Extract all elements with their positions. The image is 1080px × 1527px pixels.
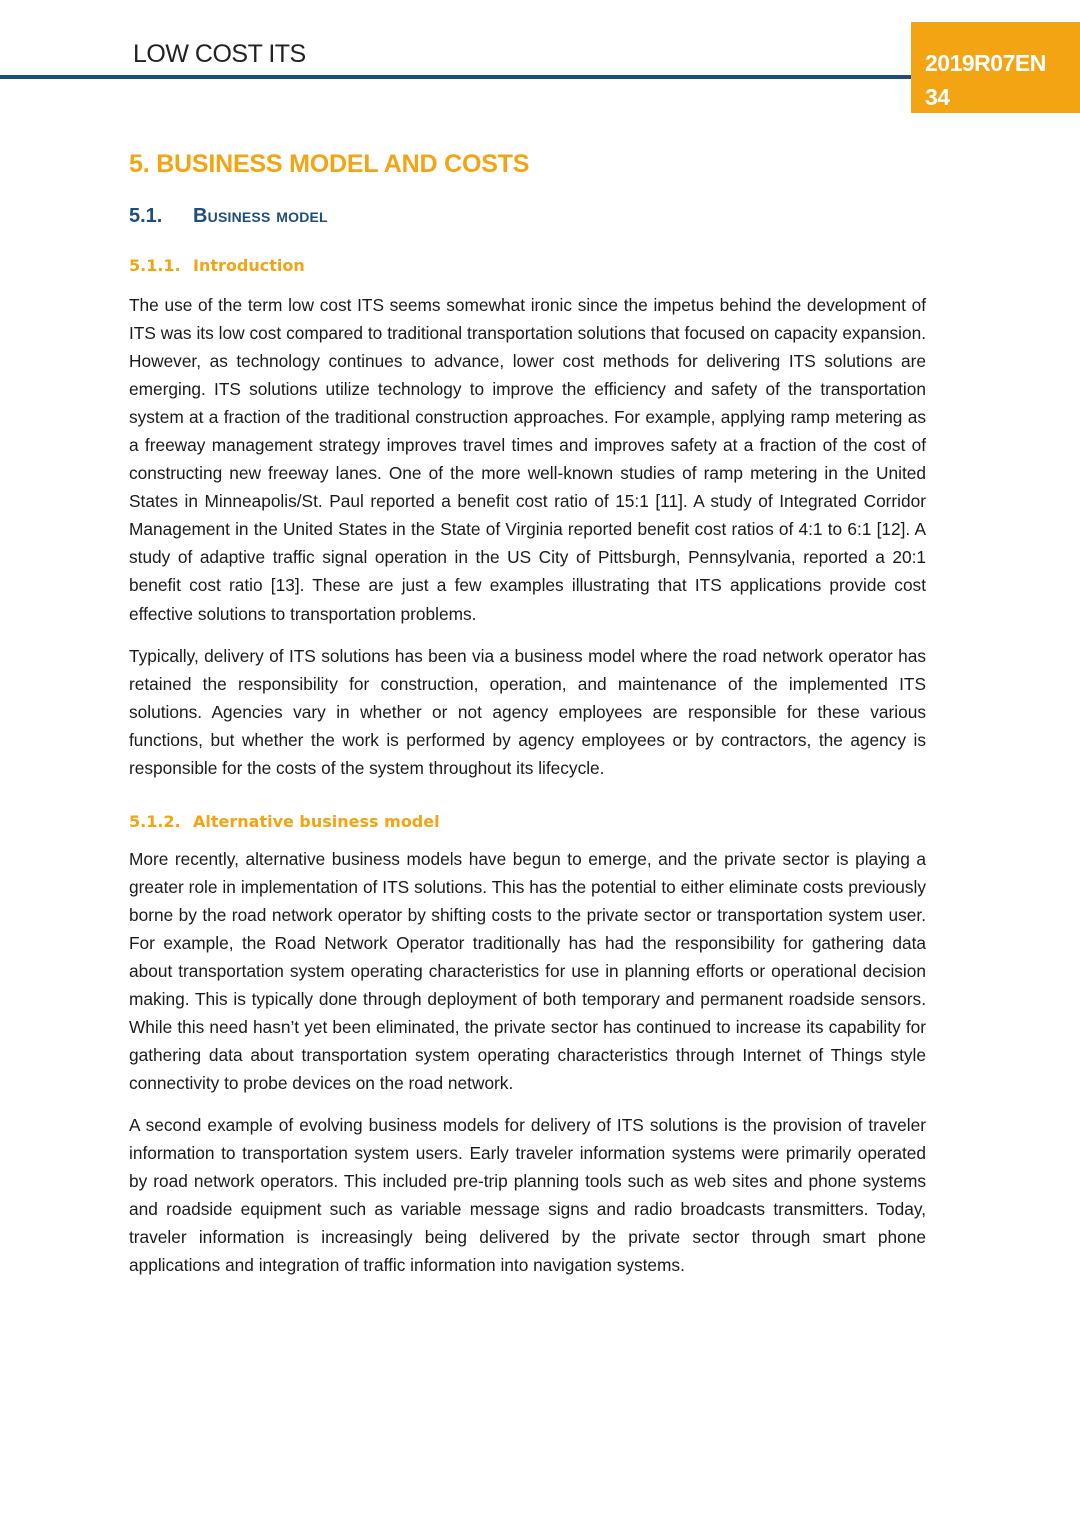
paragraph: More recently, alternative business models have begun to emerge, and the private sector is playing a greater role in implementation of ITS solutions. This has the potential to either eliminate costs previously borne by the road network operator by shifting costs to the private sector or transportation system user. For example, the Road Network Operator traditionally has had the responsibility for gathering data about transportation system operating characteristics for use in planning efforts or operational decision making. This is typically done through deployment of both temporary and permanent roadside sensors. While this need hasn’t yet been eliminated, the private sector has continued to increase its capability for gathering data about transportation system operating characteristics through Internet of Things style connectivity to probe devices on the road network. — [129, 848, 926, 1094]
alternative-model-number: 5.1.2. — [129, 811, 181, 831]
header-badge — [911, 22, 1080, 113]
page-number: 34 — [925, 84, 950, 110]
header-divider — [0, 75, 911, 79]
introduction-heading — [129, 256, 926, 275]
section-title: BUSINESS MODEL AND COSTS — [156, 150, 530, 178]
alternative-model-title: Alternative business model — [193, 811, 440, 831]
alternative-model-heading — [129, 812, 926, 831]
paragraph: A second example of evolving business models for delivery of ITS solutions is the provision of traveler information to transportation system users. Early traveler information systems were primarily operated by road network operators. This included pre-trip planning tools such as web sites and phone systems and roadside equipment such as variable message signs and radio broadcasts transmitters. Today, traveler information is increasingly being delivered by the private sector through smart phone applications and integration of traffic information into navigation systems. — [129, 1115, 926, 1276]
document-body — [129, 150, 926, 1280]
running-header-title: LOW COST ITS — [133, 40, 306, 68]
section-number: 5. — [129, 150, 150, 178]
section-heading — [129, 150, 926, 179]
subsection-heading — [129, 205, 926, 228]
subsection-number: 5.1. — [129, 205, 163, 227]
paragraph: Typically, delivery of ITS solutions has been via a business model where the road network operator has retained the responsibility for construction, operation, and maintenance of the implemented ITS solutions. Agencies vary in whether or not agency employees are responsible for these various functions, but whether the work is performed by agency employees or by contractors, the agency is responsible for the costs of the system throughout its lifecycle. — [129, 645, 926, 778]
subsection-title: Business model — [193, 205, 328, 227]
introduction-number: 5.1.1. — [129, 256, 181, 275]
report-code: 2019R07EN — [925, 50, 1046, 76]
paragraph: The use of the term low cost ITS seems somewhat ironic since the impetus behind the development of ITS was its low cost compared to traditional transportation solutions that focused on capacity expansion. However, as technology continues to advance, lower cost methods for delivering ITS solutions are emerging. ITS solutions utilize technology to improve the efficiency and safety of the transportation system at a fraction of the traditional construction approaches. For example, applying ramp metering as a freeway management strategy improves travel times and improves safety at a fraction of the cost of constructing new freeway lanes. One of the more well-known studies of ramp metering in the United States in Minneapolis/St. Paul reported a benefit cost ratio of 15:1 [11]. A study of Integrated Corridor Management in the United States in the State of Virginia reported benefit cost ratios of 4:1 to 6:1 [12]. A study of adaptive traffic signal operation in the US City of Pittsburgh, Pennsylvania, reported a 20:1 benefit cost ratio [13]. These are just a few examples illustrating that ITS applications provide cost effective solutions to transportation problems. — [129, 295, 926, 624]
introduction-title: Introduction — [193, 256, 305, 275]
